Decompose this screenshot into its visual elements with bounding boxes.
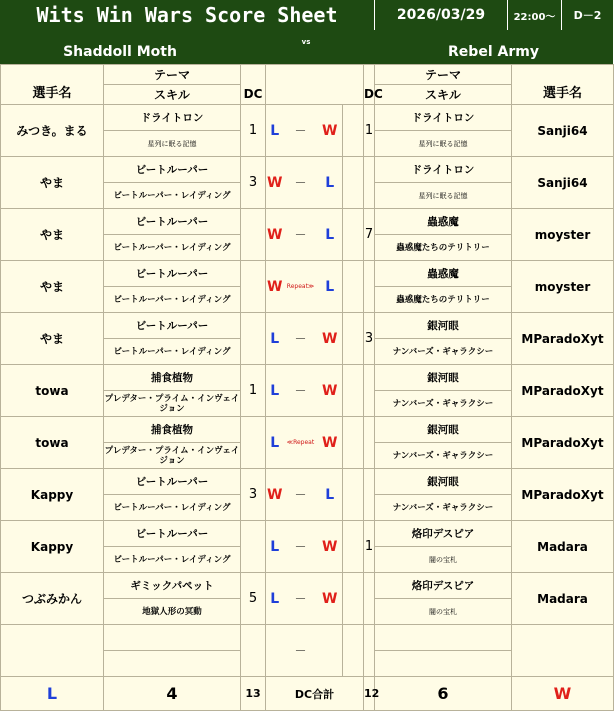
left-dc: 5 [241,573,266,625]
right-skill: 闇の宝札 [375,599,512,625]
left-result: L [266,105,284,157]
right-player-name: moyster [512,261,614,313]
right-skill: ナンバーズ・ギャラクシー [375,443,512,469]
right-dc: 7 [364,209,375,261]
right-player-name: Madara [512,521,614,573]
right-theme: 蟲惑魔 [375,261,512,287]
left-dc-total: 13 [241,677,266,711]
left-player-name: Kappy [1,469,104,521]
left-final-result: L [1,677,104,711]
right-player-name: Sanji64 [512,157,614,209]
header-row-theme [1,65,614,85]
left-dc [241,521,266,573]
match-row [1,521,614,547]
right-theme: ドライトロン [375,157,512,183]
right-skill: 星列に眠る記憶 [375,183,512,209]
spacer-cell [343,105,364,157]
right-result: W [318,105,343,157]
left-dc: 1 [241,105,266,157]
right-dc [364,625,375,677]
right-dc-total: 12 [364,677,375,711]
right-theme: 烙印デスピア [375,521,512,547]
match-row [1,105,614,131]
left-result: L [266,313,284,365]
right-team-name: Rebel Army [448,44,539,60]
left-result [266,625,284,677]
right-skill: 闇の宝札 [375,547,512,573]
right-result: W [318,573,343,625]
sheet-title: Wits Win Wars Score Sheet [0,0,374,30]
left-result: L [266,365,284,417]
vs-label: vs [301,38,311,46]
right-player-name [512,625,614,677]
left-result: L [266,521,284,573]
right-result: W [318,417,343,469]
right-theme: 烙印デスピア [375,573,512,599]
right-player-name: MParadoXyt [512,469,614,521]
left-theme: ビートルーパー [104,209,241,235]
right-skill: 星列に眠る記憶 [375,131,512,157]
left-dc: 3 [241,469,266,521]
spacer-cell [343,469,364,521]
left-player-name: つぶみかん [1,573,104,625]
left-theme [104,625,241,651]
match-row [1,313,614,339]
player-col-header-left: 選手名 [1,65,104,105]
right-result: W [318,365,343,417]
right-result: L [318,209,343,261]
right-skill: 蟲惑魔たちのテリトリー [375,287,512,313]
right-dc [364,261,375,313]
repeat-marker: Repeat≫ [284,261,318,313]
left-skill: ビートルーパー・レイディング [104,287,241,313]
left-result: W [266,469,284,521]
player-col-header-right: 選手名 [512,65,614,105]
left-player-name [1,625,104,677]
left-theme: ビートルーパー [104,157,241,183]
left-skill: 地獄人形の冥動 [104,599,241,625]
left-player-name: Kappy [1,521,104,573]
match-row [1,261,614,287]
right-dc: 1 [364,105,375,157]
right-player-name: Madara [512,573,614,625]
result-separator: － [284,365,318,417]
division-label: D－2 [562,0,613,30]
left-dc [241,417,266,469]
left-player-name: towa [1,417,104,469]
dc-col-header-left: DC [241,65,266,105]
skill-col-header-right: スキル [375,85,512,105]
result-separator: － [284,105,318,157]
right-dc: 1 [364,521,375,573]
left-player-name: やま [1,209,104,261]
left-skill: ビートルーパー・レイディング [104,235,241,261]
left-result: L [266,417,284,469]
right-dc [364,365,375,417]
right-player-name: Sanji64 [512,105,614,157]
right-dc [364,157,375,209]
right-result: W [318,313,343,365]
left-skill: プレデター・プライム・インヴェイジョン [104,443,241,469]
left-theme: ギミックパペット [104,573,241,599]
left-skill: ビートルーパー・レイディング [104,495,241,521]
match-row [1,573,614,599]
right-skill: ナンバーズ・ギャラクシー [375,339,512,365]
result-separator: － [284,469,318,521]
left-skill: ビートルーパー・レイディング [104,183,241,209]
result-separator: － [284,157,318,209]
spacer-cell [343,521,364,573]
right-theme: 銀河眼 [375,417,512,443]
left-team-name: Shaddoll Moth [63,44,177,60]
right-theme: 銀河眼 [375,313,512,339]
match-row [1,469,614,495]
left-player-name: みつき。まる [1,105,104,157]
right-final-result: W [512,677,614,711]
left-dc [241,313,266,365]
match-row [1,417,614,443]
dc-total-label: DC合計 [266,677,364,711]
left-player-name: towa [1,365,104,417]
repeat-marker: ≪Repeat [284,417,318,469]
right-dc [364,417,375,469]
left-dc [241,209,266,261]
left-theme: ビートルーパー [104,261,241,287]
right-player-name: MParadoXyt [512,313,614,365]
theme-col-header-right: テーマ [375,65,512,85]
match-row [1,157,614,183]
team-row [0,30,613,64]
right-player-name: MParadoXyt [512,417,614,469]
left-theme: ビートルーパー [104,521,241,547]
right-player-name: MParadoXyt [512,365,614,417]
result-separator: － [284,521,318,573]
left-dc: 3 [241,157,266,209]
skill-col-header-left: スキル [104,85,241,105]
right-result: L [318,261,343,313]
spacer-cell [343,261,364,313]
right-total-wins: 6 [375,677,512,711]
left-result: W [266,209,284,261]
left-theme: ビートルーパー [104,313,241,339]
score-table [0,64,614,711]
left-dc: 1 [241,365,266,417]
right-dc [364,573,375,625]
right-result: W [318,521,343,573]
right-result [318,625,343,677]
left-player-name: やま [1,313,104,365]
left-theme: ドライトロン [104,105,241,131]
left-skill: 星列に眠る記憶 [104,131,241,157]
spacer-cell [343,157,364,209]
match-row [1,625,614,651]
right-skill [375,651,512,677]
spacer-cell [343,625,364,677]
result-separator: － [284,625,318,677]
result-col-header [266,65,364,105]
right-skill: ナンバーズ・ギャラクシー [375,495,512,521]
spacer-cell [343,573,364,625]
left-result: L [266,573,284,625]
dc-col-header-right: DC [364,65,375,105]
left-theme: 捕食植物 [104,417,241,443]
theme-col-header-left: テーマ [104,65,241,85]
result-separator: － [284,573,318,625]
spacer-cell [343,365,364,417]
left-result: W [266,261,284,313]
left-theme: ビートルーパー [104,469,241,495]
right-theme: 銀河眼 [375,469,512,495]
match-date: 2026/03/29 [375,0,507,30]
match-row [1,209,614,235]
right-theme: 蟲惑魔 [375,209,512,235]
left-player-name: やま [1,261,104,313]
right-skill: 蟲惑魔たちのテリトリー [375,235,512,261]
left-result: W [266,157,284,209]
left-dc [241,625,266,677]
right-theme: 銀河眼 [375,365,512,391]
right-skill: ナンバーズ・ギャラクシー [375,391,512,417]
match-time: 22:00～ [508,0,561,30]
left-total-wins: 4 [104,677,241,711]
spacer-cell [343,313,364,365]
left-skill: ビートルーパー・レイディング [104,339,241,365]
left-theme: 捕食植物 [104,365,241,391]
match-row [1,365,614,391]
right-dc [364,469,375,521]
right-player-name: moyster [512,209,614,261]
result-separator: － [284,209,318,261]
spacer-cell [343,417,364,469]
right-theme: ドライトロン [375,105,512,131]
left-dc [241,261,266,313]
right-result: L [318,469,343,521]
right-result: L [318,157,343,209]
right-theme [375,625,512,651]
left-player-name: やま [1,157,104,209]
result-separator: － [284,313,318,365]
left-skill: プレデター・プライム・インヴェイジョン [104,391,241,417]
right-dc: 3 [364,313,375,365]
footer-row [1,677,614,711]
left-skill [104,651,241,677]
spacer-cell [343,209,364,261]
left-skill: ビートルーパー・レイディング [104,547,241,573]
